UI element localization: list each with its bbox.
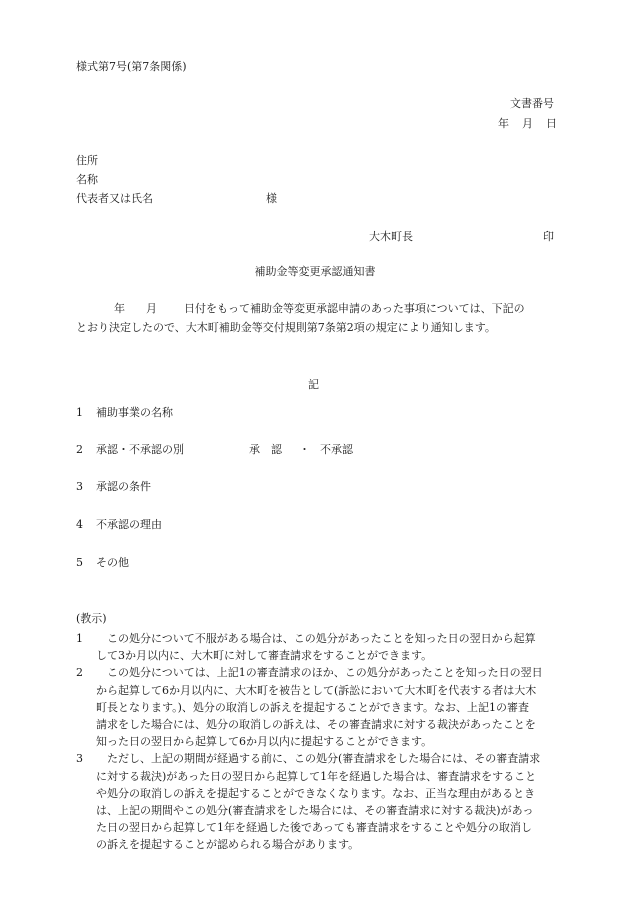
notice-line: や処分の取消しの訴えを提起することができなくなります。なお、正当な理由があるとき — [96, 786, 536, 800]
item-3 — [76, 480, 151, 494]
body-year: 年 — [114, 302, 125, 315]
notice-entry-2 — [76, 664, 554, 750]
notice-list — [76, 630, 554, 854]
issue-date — [498, 117, 557, 131]
body-text-line1: 日付をもって補助金等変更承認申請のあった事項については、下記の — [184, 302, 525, 315]
date-day: 日 — [546, 117, 557, 130]
notice-line: た日の翌日から起算して1年を経過した後であっても審査請求をすることや処分の取消し — [96, 821, 532, 835]
item-label: 承認・不承認の別 — [96, 443, 184, 456]
notice-line: は、上記の期間やこの処分(審査請求をした場合には、その審査請求に対する裁決)があっ — [96, 804, 534, 818]
item-number: 3 — [76, 480, 83, 493]
notice-entry-1 — [76, 630, 554, 664]
notice-heading: (教示) — [76, 612, 107, 625]
notice-line: ただし、上記の期間が経過する前に、この処分(審査請求をした場合には、その審査請求 — [107, 752, 541, 766]
option-reject: 不承認 — [320, 443, 353, 456]
item-label: 承認の条件 — [96, 480, 151, 493]
option-separator: ・ — [299, 443, 310, 456]
notice-entry-3 — [76, 750, 554, 853]
item-4 — [76, 518, 162, 532]
item-5 — [76, 556, 129, 570]
date-month: 月 — [522, 117, 533, 130]
notice-line: に対する裁決)があった日の翌日から起算して1年を経過した場合は、審査請求をすること — [96, 769, 537, 783]
notice-line: して3か月以内に、大木町に対して審査請求をすることができます。 — [96, 649, 433, 663]
item-label: 不承認の理由 — [96, 518, 162, 531]
notice-number: 2 — [76, 666, 83, 680]
item-number: 5 — [76, 556, 83, 569]
item-2 — [76, 443, 184, 457]
notice-line: の訴えを提起することが認められる場合があります。 — [96, 838, 360, 852]
addressee-honorific: 様 — [266, 192, 277, 205]
option-approve: 承 認 — [249, 443, 282, 456]
addressee-representative: 代表者又は氏名 — [76, 192, 153, 205]
item-1 — [76, 406, 173, 420]
item-number: 4 — [76, 518, 83, 531]
addressee-name: 名称 — [76, 173, 98, 186]
notice-number: 1 — [76, 632, 83, 645]
ki-marker: 記 — [308, 378, 319, 391]
notice-number: 3 — [76, 752, 83, 766]
form-label: 様式第7号(第7条関係) — [76, 60, 187, 73]
body-text-line2: とおり決定したので、大木町補助金等交付規則第7条第2項の規定により通知します。 — [76, 321, 496, 334]
date-year: 年 — [498, 117, 509, 130]
notice-line: から起算して6か月以内に、大木町を被告として(訴訟において大木町を代表する者は大木 — [96, 683, 537, 697]
addressee-address: 住所 — [76, 154, 98, 167]
item-label: その他 — [96, 556, 129, 569]
document-title: 補助金等変更承認通知書 — [254, 265, 376, 278]
notice-line: 請求をした場合には、処分の取消しの訴えは、その審査請求に対する裁決があったことを — [96, 718, 536, 732]
issuer-seal: 印 — [543, 230, 554, 243]
item-number: 2 — [76, 443, 83, 456]
notice-line: この処分について不服がある場合は、この処分があったことを知った日の翌日から起算 — [107, 632, 536, 645]
body-month: 月 — [146, 302, 157, 315]
item-number: 1 — [76, 406, 83, 419]
issuer-name: 大木町長 — [369, 230, 413, 243]
notice-line: 町長となります。)、処分の取消しの訴えを提起することができます。なお、上記1の審査 — [96, 700, 530, 714]
doc-number-text: 文書番号 — [510, 97, 554, 110]
notice-line: この処分については、上記1の審査請求のほか、この処分があったことを知った日の翌日 — [107, 666, 543, 680]
item-label: 補助事業の名称 — [96, 406, 173, 419]
notice-line: 知った日の翌日から起算して6か月以内に提起することができます。 — [96, 735, 433, 749]
